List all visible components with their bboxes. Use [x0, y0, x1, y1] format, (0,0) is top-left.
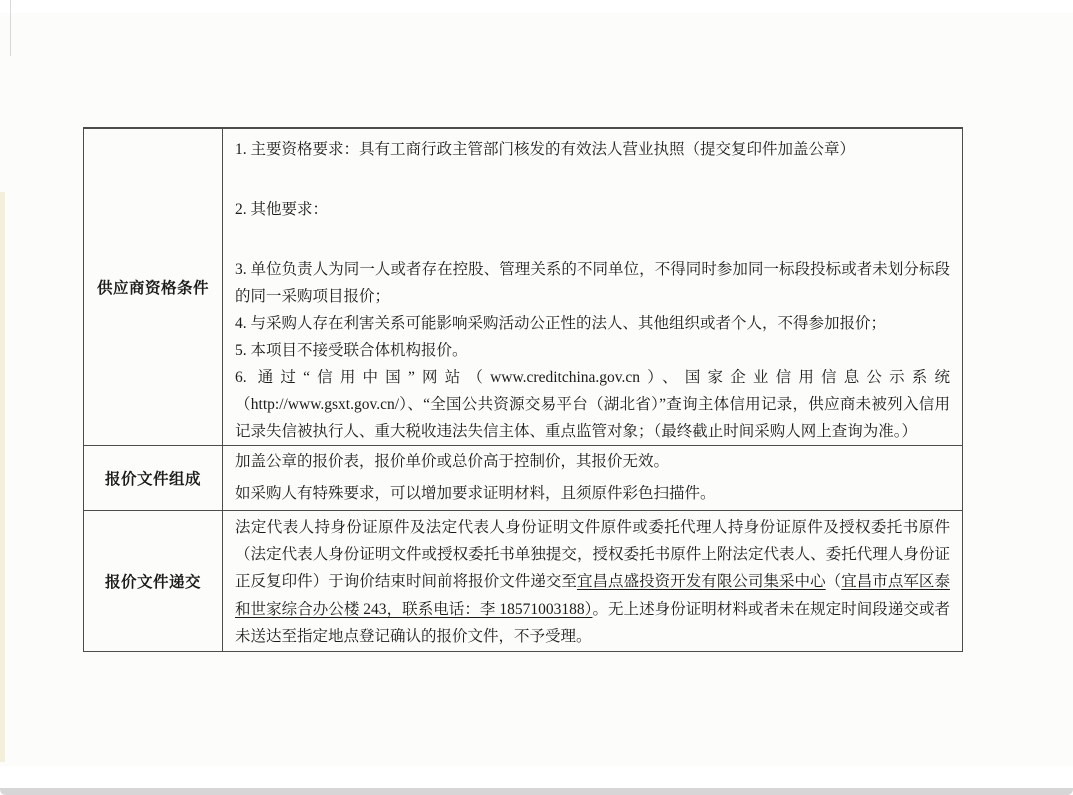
scan-bottom-gray-bar [0, 788, 1073, 795]
paragraph-item-1: 1. 主要资格要求：具有工商行政主管部门核发的有效法人营业执照（提交复印件加盖公章） [235, 141, 856, 158]
submission-text-segment: （ [825, 573, 842, 591]
submission-address-phone-underlined: 宜昌市点军区泰和世家综合办公楼 243，联系电话：李 18571003188） [235, 573, 950, 618]
row-content-cell [223, 446, 962, 510]
paragraph-composition-2: 如采购人有特殊要求，可以增加要求证明材料，且须原件彩色扫描件。 [235, 485, 716, 502]
table-row-quote-document-composition [84, 445, 962, 510]
table-row-quote-document-submission [84, 510, 962, 651]
paragraph-item-5: 5. 本项目不接受联合体机构报价。 [235, 342, 468, 359]
row-content-cell [223, 511, 962, 651]
scan-left-edge-artifact [0, 192, 5, 762]
paragraph-item-4: 4. 与采购人存在利害关系可能影响采购活动公正性的法人、其他组织或者个人，不得参加报价； [235, 315, 887, 332]
submission-text-segment: 法定代表人持身份证原件及法定代表人身份证明文件原件或委托代理人持身份证原件及授权委托书原件（法定代表人身份证明文件或授权委托书单独提交，授权委托书原件上附法定代表人、委托代理人身份证正反复印件）于询价结束时间前将报价文件递交至 [235, 519, 950, 591]
row-header-cell: 报价文件组成 [84, 446, 223, 510]
scan-top-edge [0, 0, 1073, 13]
paragraph-composition-1: 加盖公章的报价表，报价单价或总价高于控制价，其报价无效。 [235, 453, 670, 470]
procurement-conditions-table [83, 127, 963, 652]
submission-center-name-underlined: 宜昌点盛投资开发有限公司集采中心 [576, 573, 826, 591]
table-row-supplier-qualification [84, 129, 962, 445]
row-header-cell: 报价文件递交 [84, 511, 223, 651]
paragraph-item-6: 6. 通过“信用中国”网站（www.creditchina.gov.cn）、国家企业信用信息公示系统（http://www.gsxt.gov.cn/）、“全国公共资源交易平台（湖北省）”查询主体信用记录，供应商未被列入信用记录失信被执行人、重大税收违法失信主体、重点监管对象；（最终截止时间采购人网上查询为准。） [235, 369, 950, 440]
scan-bottom-white-strip [0, 766, 1073, 788]
paragraph-item-2: 2. 其他要求： [235, 201, 329, 218]
paragraph-item-3: 3. 单位负责人为同一人或者存在控股、管理关系的不同单位，不得同时参加同一标段投标或者未划分标段的同一采购项目报价； [235, 261, 950, 305]
row-header-cell: 供应商资格条件 [84, 129, 223, 445]
submission-text-segment: 。无上述身份证明材料或者未在规定时间段递交或者未送达至指定地点登记确认的报价文件，不予受理。 [235, 600, 950, 645]
row-content-cell [223, 129, 962, 445]
scan-left-line-artifact [10, 0, 11, 56]
